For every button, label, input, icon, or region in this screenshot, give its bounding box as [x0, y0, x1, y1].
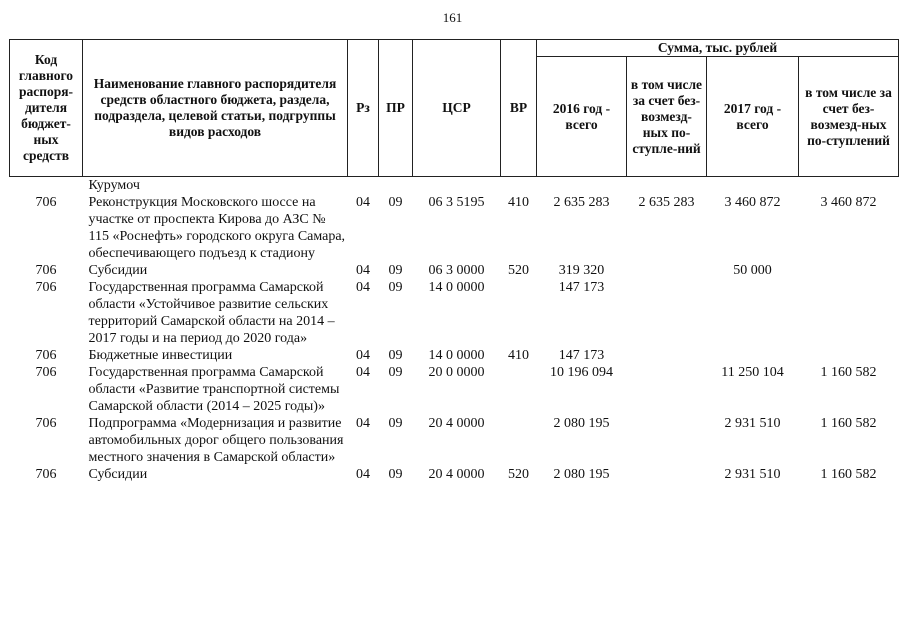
table-row [10, 194, 899, 262]
budget-table [9, 39, 899, 483]
row-rz: 04 [356, 195, 370, 210]
row-2017-total [707, 347, 799, 364]
row-2016-total: 147 173 [558, 280, 605, 295]
row-pr: 09 [388, 416, 403, 431]
row-pr: 09 [388, 263, 403, 278]
row-name: Реконструкция Московского шоссе на участке от проспекта Кирова до АЗС № 115 «Роснефть» городского округа Самара, обеспечивающего подъезд к стадиону [88, 195, 346, 261]
row-2016-total: 2 635 283 [553, 195, 610, 210]
row-2017-total: 50 000 [733, 263, 772, 278]
row-code [10, 177, 83, 195]
row-rz [348, 177, 379, 195]
header-2017-grants: в том числе за счет без-возмезд-ных по-ступлений [799, 57, 899, 177]
row-2017-grants: 1 160 582 [820, 467, 877, 482]
row-rz: 04 [356, 416, 370, 431]
row-csr: 20 0 0000 [428, 365, 485, 380]
header-name: Наименование главного распорядителя средств областного бюджета, раздела, подраздела, целевой статьи, подгруппы видов расходов [83, 40, 348, 177]
row-rz: 04 [356, 365, 370, 380]
row-vr: 410 [508, 348, 529, 363]
header-2017-total: 2017 год - всего [707, 57, 799, 177]
row-2017-total: 11 250 104 [721, 365, 784, 380]
table-row [10, 415, 899, 466]
row-code: 706 [35, 416, 57, 431]
row-name: Субсидии [88, 263, 148, 278]
row-2016-grants [627, 347, 707, 364]
row-2017-total [707, 279, 799, 347]
header-2016-grants: в том числе за счет без-возмезд-ных по-ступле-ний [627, 57, 707, 177]
table-row [10, 466, 899, 483]
row-2017-grants [799, 279, 899, 347]
header-csr: ЦСР [413, 40, 501, 177]
row-name: Государственная программа Самарской области «Развитие транспортной системы Самарской области (2014 – 2025 годы)» [88, 365, 340, 414]
table-row [10, 262, 899, 279]
header-2016-total: 2016 год - всего [537, 57, 627, 177]
row-rz: 04 [356, 263, 370, 278]
row-name: Курумоч [88, 178, 140, 193]
row-2016-grants [627, 262, 707, 279]
header-rz: Рз [348, 40, 379, 177]
row-2017-grants [799, 262, 899, 279]
row-2016-total: 319 320 [558, 263, 605, 278]
row-2016-total: 147 173 [558, 348, 605, 363]
row-2016-grants [627, 415, 707, 466]
table-row [10, 347, 899, 364]
row-csr: 06 3 0000 [428, 263, 485, 278]
row-2016-total [537, 177, 627, 195]
row-2016-grants [627, 177, 707, 195]
row-vr [501, 415, 537, 466]
row-2017-grants [799, 177, 899, 195]
row-2016-grants [627, 279, 707, 347]
row-vr: 520 [508, 263, 529, 278]
row-pr: 09 [388, 280, 403, 295]
row-pr: 09 [388, 467, 403, 482]
row-csr: 06 3 5195 [428, 195, 485, 210]
row-2016-grants [627, 364, 707, 415]
row-2017-total: 2 931 510 [724, 416, 781, 431]
table-body [10, 177, 899, 484]
row-csr: 20 4 0000 [428, 416, 485, 431]
row-2017-grants: 1 160 582 [820, 365, 877, 380]
row-rz: 04 [356, 280, 370, 295]
header-pr: ПР [379, 40, 413, 177]
row-2016-total: 10 196 094 [550, 365, 613, 380]
row-code: 706 [35, 263, 57, 278]
row-2017-grants [799, 347, 899, 364]
row-2017-total [707, 177, 799, 195]
row-2016-total: 2 080 195 [553, 467, 610, 482]
row-rz: 04 [356, 348, 370, 363]
row-2016-grants: 2 635 283 [638, 195, 695, 210]
row-pr: 09 [388, 348, 403, 363]
row-code: 706 [35, 365, 57, 380]
row-pr: 09 [388, 195, 403, 210]
page-number: 161 [442, 10, 463, 25]
row-csr: 20 4 0000 [428, 467, 485, 482]
header-code: Код главного распоря-дителя бюджет-ных средств [10, 40, 83, 177]
header-sum: Сумма, тыс. рублей [537, 40, 899, 57]
row-2017-total: 3 460 872 [724, 195, 781, 210]
row-pr: 09 [388, 365, 403, 380]
table-row [10, 364, 899, 415]
table-row [10, 279, 899, 347]
row-vr: 410 [508, 195, 529, 210]
row-code: 706 [35, 467, 57, 482]
table-row [10, 177, 899, 195]
row-code: 706 [35, 195, 57, 210]
row-2016-total: 2 080 195 [553, 416, 610, 431]
row-2016-grants [627, 466, 707, 483]
row-name: Бюджетные инвестиции [88, 348, 233, 363]
row-name: Государственная программа Самарской области «Устойчивое развитие сельских территорий Самарской области на 2014 – 2017 годы и на период до 2020 года» [88, 280, 335, 346]
row-code: 706 [35, 280, 57, 295]
row-2017-total: 2 931 510 [724, 467, 781, 482]
row-csr: 14 0 0000 [428, 348, 485, 363]
row-csr: 14 0 0000 [428, 280, 485, 295]
row-2017-grants: 3 460 872 [820, 195, 877, 210]
row-csr [413, 177, 501, 195]
row-pr [379, 177, 413, 195]
row-name: Субсидии [88, 467, 148, 482]
row-vr: 520 [508, 467, 529, 482]
row-vr [501, 364, 537, 415]
row-vr [501, 177, 537, 195]
header-vr: ВР [501, 40, 537, 177]
row-name: Подпрограмма «Модернизация и развитие автомобильных дорог общего пользования местного значения в Самарской области» [88, 416, 344, 465]
row-vr [501, 279, 537, 347]
table-header [10, 40, 899, 177]
row-2017-grants: 1 160 582 [820, 416, 877, 431]
row-code: 706 [35, 348, 57, 363]
row-rz: 04 [356, 467, 370, 482]
